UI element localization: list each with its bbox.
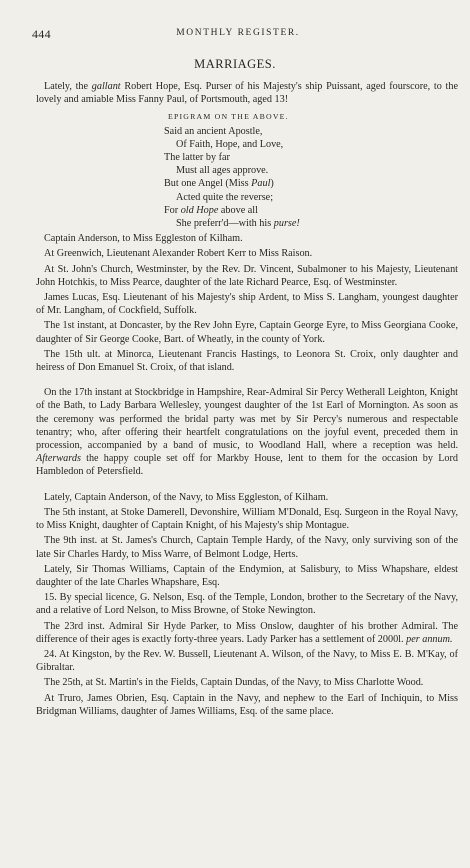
epigram-line: Must all ages approve. <box>176 165 269 177</box>
marriage-entry: The 9th inst. at St. James's Church, Captain Temple Hardy, of the Navy, only surviving son of the late Sir Charles Hardy, to Miss Warre, of Belmont Lodge, Herts. <box>36 535 458 560</box>
epigram-line: Acted quite the reverse; <box>176 191 274 203</box>
marriage-entry-leighton: On the 17th instant at Stockbridge in Hampshire, Rear-Admiral Sir Percy Wetherall Leighton, Knight of the Bath, to Lady Barbara Wellesley, youngest daughter of the 1st Earl of Mornington. As soon as the ceremony was performed the bridal party was met by Sir Percy's numerous and respectable tenantry; who, after offering their heartfelt congratulations on the joyful event, preceded them in procession, accompanied by a band of music, to Woodland Hall, where a reception was held. Afterwards the happy couple set off for Markby House, lent to them for the occasion by Lord Hambledon of Petersfield. <box>36 387 458 478</box>
marriage-entry: At Greenwich, Lieutenant Alexander Robert Kerr to Miss Raison. <box>44 248 313 260</box>
epigram <box>164 110 458 230</box>
marriage-entry: Lately, Sir Thomas Williams, Captain of the Endymion, at Salisbury, to Miss Whapshare, eldest daughter of the late Charles Whapshare, Esq. <box>36 563 458 588</box>
marriage-entry: At Truro, James Obrien, Esq. Captain in the Navy, and nephew to the Earl of Inchiquin, to Miss Bridgman Williams, daughter of James Williams, Esq. of the same place. <box>36 692 458 717</box>
page-header <box>32 27 444 41</box>
marriage-entry: The 5th instant, at Stoke Damerell, Devonshire, William M'Donald, Esq. Surgeon in the Royal Navy, to Miss Knight, daughter of Captain Knight, of his Majesty's ship Montague. <box>36 506 458 532</box>
epigram-line: The latter by far <box>164 152 230 164</box>
epigram-line: She preferr'd—with his purse! <box>176 218 300 230</box>
epigram-line: Of Faith, Hope, and Love, <box>176 138 284 150</box>
marriage-entry: James Lucas, Esq. Lieutenant of his Majesty's ship Ardent, to Miss S. Langham, youngest daughter of Mr. Langham, of Cockfield, Suffolk. <box>36 292 458 317</box>
article-body <box>36 80 458 718</box>
epigram-line: But one Angel (Miss Paul) <box>164 178 274 190</box>
marriage-entry: 24. At Kingston, by the Rev. W. Bussell, Lieutenant A. Wilson, of the Navy, to Miss E. B. M'Kay, of Gibraltar. <box>36 648 458 674</box>
marriage-entry-hope: Lately, the gallant Robert Hope, Esq. Purser of his Majesty's ship Puissant, aged fourscore, to the lovely and amiable Miss Fanny Paul, of Portsmouth, aged 13! <box>36 81 458 106</box>
marriage-entry: The 1st instant, at Doncaster, by the Rev John Eyre, Captain George Eyre, to Miss Georgiana Cooke, daughter of Sir George Cooke, Bart. of Wheatly, in the county of York. <box>36 320 458 345</box>
epigram-title: EPIGRAM ON THE ABOVE. <box>168 112 289 122</box>
page-number: 444 <box>32 27 51 41</box>
running-head: MONTHLY REGISTER. <box>176 28 300 38</box>
marriage-entry: Lately, Captain Anderson, of the Navy, to Miss Eggleston, of Kilham. <box>44 491 329 503</box>
marriage-entry: Captain Anderson, to Miss Eggleston of Kilham. <box>44 233 243 245</box>
epigram-line: Said an ancient Apostle, <box>164 125 263 137</box>
marriage-entry: The 25th, at St. Martin's in the Fields, Captain Dundas, of the Navy, to Miss Charlotte Wood. <box>44 677 424 689</box>
marriage-entry: The 15th ult. at Minorca, Lieutenant Francis Hastings, to Leonora St. Croix, only daughter and heiress of Don Emanuel St. Croix, of that island. <box>36 348 458 374</box>
epigram-line: For old Hope above all <box>164 204 258 216</box>
marriage-entry: At St. John's Church, Westminster, by the Rev. Dr. Vincent, Subalmoner to his Majesty, Lieutenant John Hotchkis, to Miss Pearce, daughter of the late Richard Pearce, Esq. of Westminster. <box>36 263 458 288</box>
marriage-entry-parker: The 23rd inst. Admiral Sir Hyde Parker, to Miss Onslow, daughter of his brother Admiral. The difference of their ages is exactly forty-three years. Lady Parker has a settlement of 2000l. per annum. <box>36 620 458 645</box>
marriage-entry: 15. By special licence, G. Nelson, Esq. of the Temple, London, brother to the Secretary of the Navy, and a relative of Lord Nelson, to Miss Browne, of Stoke Newington. <box>36 592 458 617</box>
section-title: MARRIAGES. <box>194 57 276 71</box>
